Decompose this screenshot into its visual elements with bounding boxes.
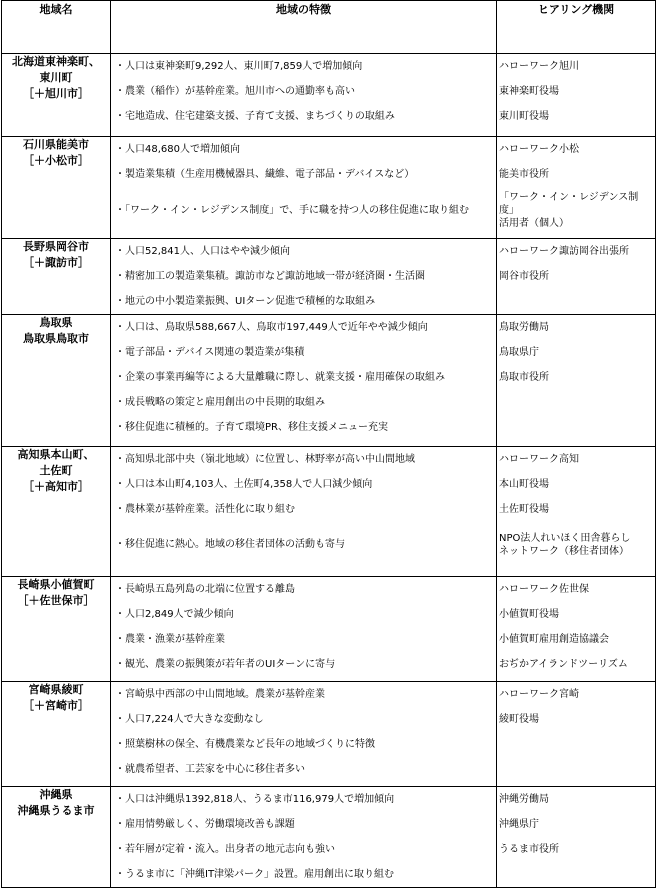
feature-item: ・照葉樹林の保全、有機農業など長年の地域づくりに特徴 [115, 739, 375, 750]
agency-cell [497, 447, 656, 577]
region-name-line: 長野県岡谷市 [23, 240, 89, 253]
feature-item: ・電子部品・デバイス関連の製造業が集積 [115, 347, 305, 358]
agency-item [497, 104, 655, 129]
agency-item [497, 162, 655, 187]
survey-table-container [1, 0, 655, 888]
region-name-line: 高知県本山町、 [17, 448, 95, 461]
region-features-cell [111, 137, 497, 239]
feature-item: ・人口2,849人で減少傾向 [115, 609, 234, 620]
table-row [2, 447, 656, 577]
agency-item [497, 787, 655, 812]
feature-item: ・観光、農業の振興策が若年者のUIターンに寄与 [115, 659, 336, 670]
feature-item: ・地元の中小製造業振興、UIターン促進で積極的な取組み [115, 296, 376, 307]
agency-line: 本山町役場 [499, 479, 549, 490]
feature-item: ・人口は、鳥取県588,667人、鳥取市197,449人で近年やや減少傾向 [115, 322, 428, 333]
table-row [2, 315, 656, 447]
region-name-line: ［＋小松市］ [23, 154, 89, 167]
agency-line: 「ワーク・イン・レジデンス制度」 [499, 191, 639, 216]
agency-item [497, 137, 655, 162]
agency-line: 鳥取市役所 [499, 372, 549, 383]
region-name-line: 北海道東神楽町、 [12, 55, 100, 68]
agency-line: 土佐町役場 [499, 504, 549, 515]
feature-item: ・移住促進に積極的。子育て環境PR、移住支援メニュー充実 [115, 422, 388, 433]
region-name-line: ［＋諏訪市］ [23, 256, 89, 269]
region-name-line: ［＋宮崎市］ [23, 699, 89, 712]
feature-item: ・宮崎県中西部の中山間地域。農業が基幹産業 [115, 689, 325, 700]
table-row [2, 239, 656, 315]
region-name-cell [2, 315, 111, 447]
feature-item: ・うるま市に「沖縄IT津梁パーク」設置。雇用創出に取り組む [115, 869, 395, 880]
agency-line: 東神楽町役場 [499, 86, 559, 97]
agency-item [497, 365, 655, 390]
region-name-line: ［＋佐世保市］ [17, 594, 95, 607]
feature-item: ・若年層が定着・流入。出身者の地元志向も強い [115, 844, 335, 855]
agency-cell [497, 54, 656, 137]
feature-item: ・長崎県五島列島の北端に位置する離島 [115, 584, 295, 595]
feature-item: ・高知県北部中央（嶺北地域）に位置し、林野率が高い中山間地域 [115, 454, 415, 465]
agency-line: おぢかアイランドツーリズム [499, 659, 628, 670]
table-body [2, 54, 656, 888]
feature-item: ・雇用情勢厳しく、労働環境改善も課題 [115, 819, 295, 830]
region-features-cell [111, 787, 497, 888]
agency-line: ハローワーク旭川 [499, 61, 579, 72]
feature-item: ・「ワーク・イン・レジデンス制度」で、手に職を持つ人の移住促進に取り組む [115, 204, 470, 216]
feature-item: ・農業・漁業が基幹産業 [115, 634, 225, 645]
agency-item [497, 602, 655, 627]
region-name-cell [2, 447, 111, 577]
feature-item: ・移住促進に熱心。地域の移住者団体の活動も寄与 [115, 539, 345, 550]
agency-line: ハローワーク小松 [499, 144, 579, 155]
agency-line: 沖縄労働局 [499, 794, 549, 805]
region-features-cell [111, 54, 497, 137]
feature-item: ・精密加工の製造業集積。諏訪市など諏訪地域一帯が経済圏・生活圏 [115, 271, 425, 282]
table-row [2, 682, 656, 787]
feature-item: ・人口48,680人で増加傾向 [115, 144, 240, 155]
feature-item: ・成長戦略の策定と雇用創出の中長期的取組み [115, 397, 325, 408]
feature-item: ・人口は本山町4,103人、土佐町4,358人で人口減少傾向 [115, 479, 373, 490]
agency-line: ハローワーク諏訪岡谷出張所 [499, 246, 629, 257]
agency-line: ハローワーク宮崎 [499, 689, 579, 700]
region-name-line: 長崎県小値賀町 [17, 578, 95, 591]
agency-item [497, 54, 655, 79]
agency-line: ネットワーク（移住者団体） [499, 545, 629, 557]
agency-cell [497, 682, 656, 787]
agency-item [497, 79, 655, 104]
feature-item: ・製造業集積（生産用機械器具、繊維、電子部品・デバイスなど） [115, 169, 415, 180]
agency-item [497, 707, 655, 732]
region-name-cell [2, 682, 111, 787]
region-survey-table [1, 0, 656, 888]
region-name-cell [2, 787, 111, 888]
region-name-cell [2, 137, 111, 239]
agency-cell [497, 577, 656, 682]
table-row [2, 54, 656, 137]
region-name-line: 沖縄県 [39, 788, 73, 801]
agency-item [497, 652, 655, 677]
feature-item: ・農林業が基幹産業。活性化に取り組む [115, 504, 295, 515]
agency-item [497, 522, 655, 567]
agency-item [497, 264, 655, 289]
region-name-cell [2, 54, 111, 137]
agency-item [497, 472, 655, 497]
region-name-line: 土佐町 [39, 464, 73, 477]
agency-cell [497, 239, 656, 315]
region-name-cell [2, 577, 111, 682]
feature-item: ・宅地造成、住宅建築支援、子育て支援、まちづくりの取組み [115, 111, 395, 122]
agency-line: 鳥取労働局 [499, 322, 549, 333]
region-name-line: 宮崎県綾町 [28, 683, 84, 696]
region-features-cell [111, 239, 497, 315]
region-name-line: 鳥取県 [39, 316, 73, 329]
agency-item [497, 497, 655, 522]
header-features: 地域の特徴 [111, 1, 497, 54]
agency-line: 活用者（個人） [499, 217, 569, 229]
agency-item [497, 315, 655, 340]
region-name-line: ［＋高知市］ [23, 480, 89, 493]
agency-line: うるま市役所 [499, 844, 559, 855]
agency-line: 東川町役場 [499, 111, 549, 122]
feature-item: ・人口7,224人で大きな変動なし [115, 714, 264, 725]
agency-item [497, 682, 655, 707]
agency-item [497, 837, 655, 862]
region-features-cell [111, 682, 497, 787]
header-row [2, 1, 656, 54]
agency-item [497, 239, 655, 264]
agency-line: 小値賀町雇用創造協議会 [499, 634, 609, 645]
region-name-line: 東川町 [39, 71, 73, 84]
agency-line: 能美市役所 [499, 169, 549, 180]
agency-line: NPO法人れいほく田舎暮らし [499, 532, 631, 544]
region-features-cell [111, 315, 497, 447]
region-name-line: 沖縄県うるま市 [17, 804, 95, 817]
region-features-cell [111, 447, 497, 577]
table-row [2, 787, 656, 888]
agency-cell [497, 137, 656, 239]
region-name-line: 石川県能美市 [23, 138, 89, 151]
header-agency: ヒアリング機関 [497, 1, 656, 54]
feature-item: ・人口52,841人、人口はやや減少傾向 [115, 246, 290, 257]
feature-item: ・人口は沖縄県1392,818人、うるま市116,979人で増加傾向 [115, 794, 395, 805]
agency-line: 綾町役場 [499, 714, 539, 725]
feature-item: ・人口は東神楽町9,292人、東川町7,859人で増加傾向 [115, 61, 363, 72]
agency-item [497, 577, 655, 602]
region-name-line: ［＋旭川市］ [23, 87, 89, 100]
feature-item: ・農業（稲作）が基幹産業。旭川市への通勤率も高い [115, 86, 355, 97]
region-features-cell [111, 577, 497, 682]
table-row [2, 137, 656, 239]
agency-line: ハローワーク佐世保 [499, 584, 589, 595]
agency-line: ハローワーク高知 [499, 454, 579, 465]
agency-item [497, 447, 655, 472]
agency-cell [497, 787, 656, 888]
agency-item [497, 187, 655, 233]
agency-line: 沖縄県庁 [499, 819, 539, 830]
feature-item: ・就農希望者、工芸家を中心に移住者多い [115, 764, 305, 775]
region-name-line: 鳥取県鳥取市 [23, 332, 89, 345]
feature-item: ・企業の事業再編等による大量離職に際し、就業支援・雇用確保の取組み [115, 372, 445, 383]
agency-line: 岡谷市役所 [499, 271, 549, 282]
agency-line: 鳥取県庁 [499, 347, 539, 358]
agency-cell [497, 315, 656, 447]
header-region: 地域名 [2, 1, 111, 54]
agency-item [497, 627, 655, 652]
table-row [2, 577, 656, 682]
agency-item [497, 812, 655, 837]
agency-line: 小値賀町役場 [499, 609, 559, 620]
region-name-cell [2, 239, 111, 315]
agency-item [497, 340, 655, 365]
